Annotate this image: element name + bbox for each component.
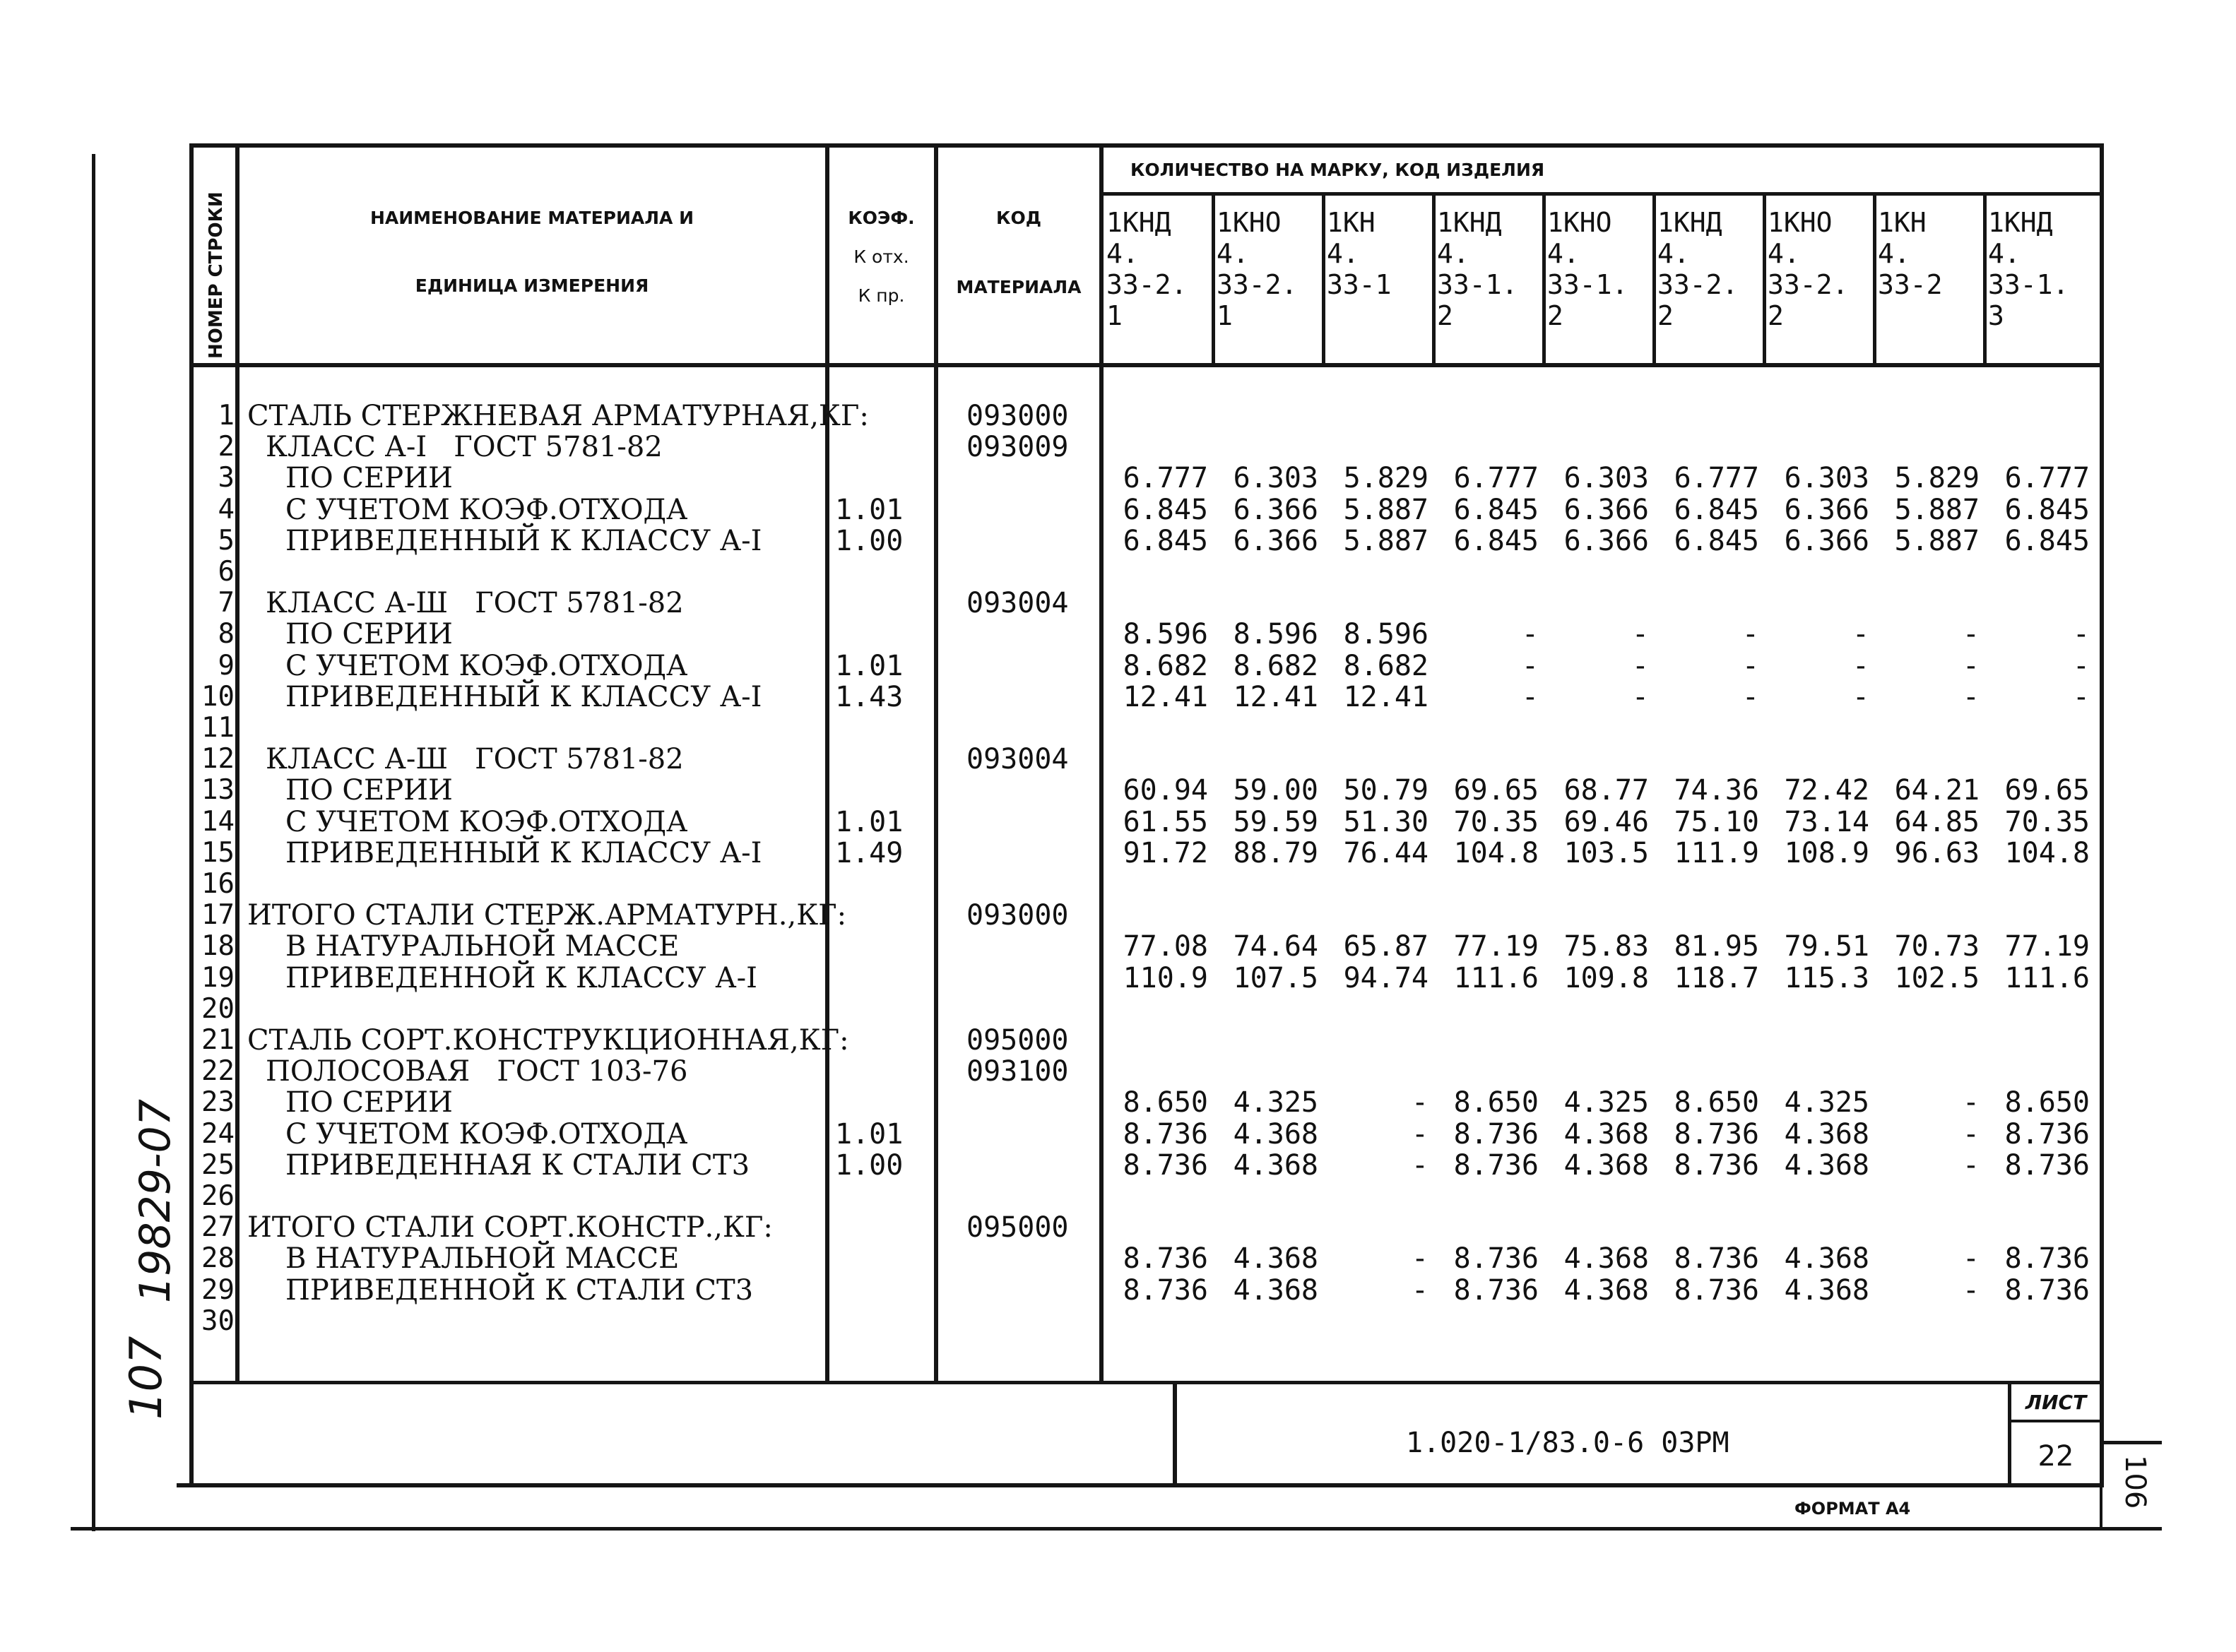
row-value: 75.83 (1563, 930, 1649, 963)
row-value: 8.736 (1674, 1273, 1759, 1307)
row-value: 4.368 (1784, 1273, 1869, 1307)
row-coefficient: 1.01 (835, 805, 904, 838)
row-value: 50.79 (1343, 774, 1428, 807)
row-value: 108.9 (1784, 836, 1869, 869)
product-code-l3: 33-1. (1437, 269, 1518, 300)
row-value: 4.368 (1233, 1148, 1318, 1182)
row-coefficient: 1.49 (835, 836, 904, 869)
margin-number: 19829-07 (131, 1099, 180, 1303)
row-coefficient: 1.01 (835, 493, 904, 526)
col-line-rownum (235, 143, 239, 1383)
row-value: 4.368 (1784, 1117, 1869, 1151)
col-line-coef (934, 143, 938, 1383)
row-value: 5.829 (1343, 462, 1428, 495)
row-number: 13 (201, 774, 235, 807)
qty-col-separator (1983, 192, 1987, 365)
row-value: - (1411, 1273, 1428, 1307)
product-code-l2: 4. (1657, 238, 1690, 269)
row-material-code: 093000 (966, 899, 1069, 932)
row-name: С УЧЕТОМ КОЭФ.ОТХОДА (285, 1117, 688, 1151)
row-value: - (1852, 618, 1869, 651)
row-value: 5.829 (1894, 462, 1980, 495)
row-number: 28 (201, 1242, 235, 1275)
product-code-l4: 2 (1657, 300, 1674, 331)
row-value: 69.65 (1453, 774, 1539, 807)
row-name: СТАЛЬ СТЕРЖНЕВАЯ АРМАТУРНАЯ,КГ: (247, 400, 869, 432)
row-value: 4.368 (1233, 1117, 1318, 1151)
product-code-l3: 33-2 (1878, 269, 1943, 300)
row-value: 61.55 (1123, 805, 1208, 838)
row-value: 6.845 (2004, 524, 2090, 557)
row-value: 6.366 (1563, 524, 1649, 557)
row-number: 5 (218, 524, 235, 557)
row-value: - (1631, 680, 1649, 713)
product-code-l1: 1КНО (1768, 207, 1833, 238)
header-name-line1: НАИМЕНОВАНИЕ МАТЕРИАЛА И (369, 208, 694, 228)
row-value: - (1852, 649, 1869, 682)
row-value: - (1962, 618, 1980, 651)
row-value: 6.777 (1453, 462, 1539, 495)
row-value: 59.00 (1233, 774, 1318, 807)
row-value: 79.51 (1784, 930, 1869, 963)
row-value: - (2072, 649, 2090, 682)
row-value: 64.21 (1894, 774, 1980, 807)
row-name: ПРИВЕДЕННЫЙ К КЛАССУ А-I (285, 524, 762, 557)
row-value: 8.682 (1233, 649, 1318, 682)
product-code-l4: 1 (1217, 300, 1233, 331)
row-value: 6.777 (2004, 462, 2090, 495)
row-value: 8.736 (1453, 1117, 1539, 1151)
row-value: 77.19 (2004, 930, 2090, 963)
col-line-name (825, 143, 829, 1383)
row-number: 1 (218, 400, 235, 432)
row-value: 70.73 (1894, 930, 1980, 963)
row-name: ПО СЕРИИ (285, 1086, 453, 1119)
row-value: - (1962, 1273, 1980, 1307)
product-code-l1: 1КНД (1988, 207, 2053, 238)
row-value: 5.887 (1894, 493, 1980, 526)
row-name: ПРИВЕДЕННЫЙ К КЛАССУ А-I (285, 680, 762, 713)
stamp-divider (1173, 1382, 1177, 1485)
row-value: 70.35 (1453, 805, 1539, 838)
row-value: 8.596 (1123, 618, 1208, 651)
row-value: 6.845 (1674, 493, 1759, 526)
row-value: 109.8 (1563, 961, 1649, 994)
row-name: ПРИВЕДЕННОЙ К СТАЛИ СТ3 (285, 1273, 754, 1307)
row-name: ПО СЕРИИ (285, 618, 453, 651)
row-number: 11 (201, 712, 235, 744)
row-name: КЛАСС А-I ГОСТ 5781-82 (266, 431, 663, 464)
row-value: 6.366 (1233, 493, 1318, 526)
row-number: 10 (201, 680, 235, 713)
row-value: - (2072, 680, 2090, 713)
row-value: 6.845 (1674, 524, 1759, 557)
row-value: 60.94 (1123, 774, 1208, 807)
product-code-l3: 33-2. (1657, 269, 1739, 300)
row-number: 3 (218, 462, 235, 494)
row-value: - (1962, 680, 1980, 713)
stamp-bottom-line (177, 1483, 2104, 1487)
row-number: 4 (218, 493, 235, 525)
row-value: 72.42 (1784, 774, 1869, 807)
row-value: 91.72 (1123, 836, 1208, 869)
product-code-l1: 1КНД (1437, 207, 1502, 238)
product-code-l2: 4. (1988, 238, 2021, 269)
row-value: 75.10 (1674, 805, 1759, 838)
row-value: 4.325 (1563, 1086, 1649, 1119)
row-name: ПРИВЕДЕННАЯ К СТАЛИ СТ3 (285, 1148, 750, 1182)
row-number: 23 (201, 1086, 235, 1119)
side-page-number: 106 (2119, 1455, 2151, 1509)
product-code-l1: 1КН (1327, 207, 1376, 238)
row-value: 8.736 (2004, 1117, 2090, 1151)
row-value: 70.35 (2004, 805, 2090, 838)
row-material-code: 093004 (966, 743, 1069, 776)
row-value: 102.5 (1894, 961, 1980, 994)
row-value: 8.736 (1674, 1148, 1759, 1182)
row-value: - (1962, 1117, 1980, 1151)
row-value: - (1962, 649, 1980, 682)
qty-col-separator (1542, 192, 1546, 365)
row-value: 8.736 (1453, 1242, 1539, 1276)
product-code-l1: 1КНД (1657, 207, 1722, 238)
product-code-l2: 4. (1327, 238, 1359, 269)
row-value: 12.41 (1233, 680, 1318, 713)
row-value: 76.44 (1343, 836, 1428, 869)
row-value: 8.650 (1453, 1086, 1539, 1119)
product-code-l3: 33-1. (1547, 269, 1628, 300)
outer-bottom-border (71, 1527, 2162, 1531)
row-value: 4.368 (1784, 1242, 1869, 1276)
margin-page: 107 (120, 1336, 172, 1420)
row-value: 8.650 (1674, 1086, 1759, 1119)
row-material-code: 095000 (966, 1024, 1069, 1057)
row-value: 6.777 (1674, 462, 1759, 495)
header-coef-line2: К отх. (853, 246, 909, 267)
row-value: 8.682 (1123, 649, 1208, 682)
header-code-line1: КОД (996, 208, 1041, 228)
product-code-l2: 4. (1878, 238, 1910, 269)
row-value: - (1411, 1148, 1428, 1182)
row-number: 24 (201, 1117, 235, 1150)
row-value: - (1962, 1086, 1980, 1119)
qty-col-separator (1212, 192, 1215, 365)
row-value: 74.64 (1233, 930, 1318, 963)
row-value: 12.41 (1123, 680, 1208, 713)
sheet-number: 22 (2037, 1440, 2074, 1473)
row-value: 8.736 (2004, 1273, 2090, 1307)
row-value: 111.6 (1453, 961, 1539, 994)
row-name: ПОЛОСОВАЯ ГОСТ 103-76 (266, 1055, 688, 1088)
row-coefficient: 1.01 (835, 649, 904, 682)
row-value: 12.41 (1343, 680, 1428, 713)
product-code-l4: 2 (1437, 300, 1453, 331)
row-value: 5.887 (1343, 524, 1428, 557)
row-value: 8.736 (2004, 1148, 2090, 1182)
row-name: СТАЛЬ СОРТ.КОНСТРУКЦИОННАЯ,КГ: (247, 1024, 849, 1057)
product-code-l4: 1 (1106, 300, 1123, 331)
row-value: 59.59 (1233, 805, 1318, 838)
row-value: 8.736 (1123, 1117, 1208, 1151)
row-number: 9 (218, 649, 235, 682)
product-code-l2: 4. (1106, 238, 1139, 269)
row-value: 73.14 (1784, 805, 1869, 838)
row-coefficient: 1.00 (835, 524, 904, 557)
header-bottom-line (191, 363, 2104, 367)
row-value: 4.325 (1233, 1086, 1318, 1119)
product-code-l3: 33-2. (1217, 269, 1298, 300)
row-value: 103.5 (1563, 836, 1649, 869)
row-number: 8 (218, 618, 235, 650)
row-value: 4.368 (1233, 1273, 1318, 1307)
qty-col-separator (1763, 192, 1766, 365)
row-value: 6.845 (1123, 524, 1208, 557)
product-code-l2: 4. (1768, 238, 1800, 269)
row-value: 96.63 (1894, 836, 1980, 869)
row-value: 6.366 (1233, 524, 1318, 557)
header-row-number: НОМЕР СТРОКИ (206, 191, 227, 359)
row-value: 74.36 (1674, 774, 1759, 807)
row-value: 6.303 (1233, 462, 1318, 495)
row-name: КЛАСС А-Ш ГОСТ 5781-82 (266, 587, 684, 620)
row-value: - (1962, 1242, 1980, 1276)
row-value: 6.303 (1784, 462, 1869, 495)
row-number: 30 (201, 1305, 235, 1337)
row-value: 6.845 (1453, 524, 1539, 557)
product-code-l1: 1КНД (1106, 207, 1171, 238)
row-value: 6.366 (1784, 524, 1869, 557)
row-value: 81.95 (1674, 930, 1759, 963)
row-number: 16 (201, 868, 235, 900)
row-name: КЛАСС А-Ш ГОСТ 5781-82 (266, 743, 684, 776)
row-value: 4.368 (1784, 1148, 1869, 1182)
row-value: 118.7 (1674, 961, 1759, 994)
row-value: 8.596 (1343, 618, 1428, 651)
row-number: 18 (201, 930, 235, 963)
row-value: 4.325 (1784, 1086, 1869, 1119)
row-number: 25 (201, 1148, 235, 1181)
row-value: - (1521, 618, 1539, 651)
row-value: 8.736 (1674, 1117, 1759, 1151)
row-value: 69.46 (1563, 805, 1649, 838)
qty-col-separator (1652, 192, 1656, 365)
product-code-l3: 33-2. (1768, 269, 1849, 300)
table-right-border (2100, 143, 2104, 1485)
sheet-label: ЛИСТ (2025, 1391, 2087, 1414)
header-code-line2: МАТЕРИАЛА (956, 277, 1082, 297)
row-coefficient: 1.00 (835, 1148, 904, 1182)
product-code-l3: 33-1 (1327, 269, 1392, 300)
row-value: 111.9 (1674, 836, 1759, 869)
row-name: С УЧЕТОМ КОЭФ.ОТХОДА (285, 805, 688, 838)
row-coefficient: 1.43 (835, 680, 904, 713)
row-value: 104.8 (2004, 836, 2090, 869)
product-code-l1: 1КНО (1547, 207, 1612, 238)
row-number: 22 (201, 1055, 235, 1088)
row-value: 64.85 (1894, 805, 1980, 838)
qty-col-separator (1432, 192, 1436, 365)
row-value: 4.368 (1563, 1148, 1649, 1182)
qty-col-separator (1873, 192, 1876, 365)
row-value: 6.366 (1563, 493, 1649, 526)
row-value: 69.65 (2004, 774, 2090, 807)
row-value: - (1741, 680, 1759, 713)
row-value: - (1962, 1148, 1980, 1182)
product-code-l3: 33-2. (1106, 269, 1188, 300)
row-value: - (1411, 1242, 1428, 1276)
row-value: - (1741, 618, 1759, 651)
format-label: ФОРМАТ А4 (1794, 1499, 1911, 1519)
row-material-code: 093000 (966, 400, 1069, 432)
row-value: 8.736 (1453, 1273, 1539, 1307)
row-value: - (1411, 1117, 1428, 1151)
row-value: - (1521, 649, 1539, 682)
row-name: ИТОГО СТАЛИ СОРТ.КОНСТР.,КГ: (247, 1211, 773, 1244)
row-value: 8.736 (1123, 1242, 1208, 1276)
row-value: 8.736 (1453, 1148, 1539, 1182)
row-value: 115.3 (1784, 961, 1869, 994)
row-name: С УЧЕТОМ КОЭФ.ОТХОДА (285, 493, 688, 526)
row-number: 21 (201, 1024, 235, 1056)
row-number: 20 (201, 992, 235, 1025)
row-number: 26 (201, 1180, 235, 1212)
row-name: ПРИВЕДЕННЫЙ К КЛАССУ А-I (285, 836, 762, 869)
row-value: 4.368 (1233, 1242, 1318, 1276)
product-code-l2: 4. (1547, 238, 1580, 269)
row-value: - (1631, 649, 1649, 682)
row-value: - (2072, 618, 2090, 651)
row-value: 4.368 (1563, 1273, 1649, 1307)
product-code-l2: 4. (1217, 238, 1249, 269)
row-value: 8.736 (1123, 1273, 1208, 1307)
row-value: 107.5 (1233, 961, 1318, 994)
header-coef-line1: КОЭФ. (848, 208, 915, 228)
row-value: - (1741, 649, 1759, 682)
row-name: ПО СЕРИИ (285, 462, 453, 495)
row-value: 6.845 (1453, 493, 1539, 526)
row-value: 94.74 (1343, 961, 1428, 994)
row-value: 5.887 (1343, 493, 1428, 526)
row-number: 29 (201, 1273, 235, 1306)
row-name: ПО СЕРИИ (285, 774, 453, 807)
row-material-code: 093009 (966, 431, 1069, 464)
body-bottom-line (191, 1381, 2104, 1384)
product-code-l4: 2 (1547, 300, 1563, 331)
row-value: 4.368 (1563, 1242, 1649, 1276)
row-value: 68.77 (1563, 774, 1649, 807)
row-name: ИТОГО СТАЛИ СТЕРЖ.АРМАТУРН.,КГ: (247, 899, 847, 932)
row-value: 8.596 (1233, 618, 1318, 651)
row-coefficient: 1.01 (835, 1117, 904, 1151)
row-value: 77.19 (1453, 930, 1539, 963)
row-number: 19 (201, 961, 235, 994)
row-value: 8.682 (1343, 649, 1428, 682)
row-value: 104.8 (1453, 836, 1539, 869)
row-value: 8.736 (2004, 1242, 2090, 1276)
row-value: 8.650 (1123, 1086, 1208, 1119)
row-value: 5.887 (1894, 524, 1980, 557)
row-value: 77.08 (1123, 930, 1208, 963)
row-value: - (1411, 1086, 1428, 1119)
row-value: 6.845 (1123, 493, 1208, 526)
row-value: 6.366 (1784, 493, 1869, 526)
row-value: 51.30 (1343, 805, 1428, 838)
row-value: - (1852, 680, 1869, 713)
row-name: В НАТУРАЛЬНОЙ МАССЕ (285, 930, 680, 963)
row-number: 15 (201, 836, 235, 869)
header-name-line2: ЕДИНИЦА ИЗМЕРЕНИЯ (415, 275, 649, 296)
row-name: ПРИВЕДЕННОЙ К КЛАССУ А-I (285, 961, 757, 994)
product-code-l2: 4. (1437, 238, 1469, 269)
row-value: 65.87 (1343, 930, 1428, 963)
product-code-l4: 3 (1988, 300, 2004, 331)
row-material-code: 093100 (966, 1055, 1069, 1088)
row-value: 6.303 (1563, 462, 1649, 495)
row-value: - (1521, 680, 1539, 713)
qty-col-separator (1322, 192, 1325, 365)
row-value: 111.6 (2004, 961, 2090, 994)
side-strip-right (2100, 1441, 2102, 1529)
side-strip-line (2100, 1441, 2162, 1444)
row-value: 8.650 (2004, 1086, 2090, 1119)
product-code-l1: 1КН (1878, 207, 1927, 238)
product-code-l3: 33-1. (1988, 269, 2069, 300)
row-value: 110.9 (1123, 961, 1208, 994)
doc-code: 1.020-1/83.0-6 03РМ (1406, 1427, 1729, 1459)
row-value: 4.368 (1563, 1117, 1649, 1151)
row-value: 88.79 (1233, 836, 1318, 869)
table-top-border (191, 143, 2104, 148)
row-name: В НАТУРАЛЬНОЙ МАССЕ (285, 1242, 680, 1276)
row-number: 17 (201, 899, 235, 932)
header-coef-line3: К пр. (858, 285, 905, 306)
row-value: - (1631, 618, 1649, 651)
row-material-code: 093004 (966, 587, 1069, 620)
product-code-l1: 1КНО (1217, 207, 1282, 238)
row-number: 7 (218, 587, 235, 619)
sheet-box-left (2008, 1382, 2011, 1485)
product-code-l4: 2 (1768, 300, 1784, 331)
row-value: 6.845 (2004, 493, 2090, 526)
row-number: 2 (218, 431, 235, 463)
row-value: 8.736 (1123, 1148, 1208, 1182)
header-qty-title: КОЛИЧЕСТВО НА МАРКУ, КОД ИЗДЕЛИЯ (1130, 160, 1545, 180)
row-name: С УЧЕТОМ КОЭФ.ОТХОДА (285, 649, 688, 682)
row-number: 12 (201, 743, 235, 776)
row-number: 27 (201, 1211, 235, 1244)
row-value: 6.777 (1123, 462, 1208, 495)
row-material-code: 095000 (966, 1211, 1069, 1244)
outer-left-border (92, 154, 95, 1531)
col-line-code (1099, 143, 1104, 1383)
row-number: 6 (218, 556, 235, 588)
qty-title-line (1102, 192, 2104, 196)
row-value: 8.736 (1674, 1242, 1759, 1276)
row-number: 14 (201, 805, 235, 838)
sheet-box-mid (2008, 1420, 2104, 1422)
